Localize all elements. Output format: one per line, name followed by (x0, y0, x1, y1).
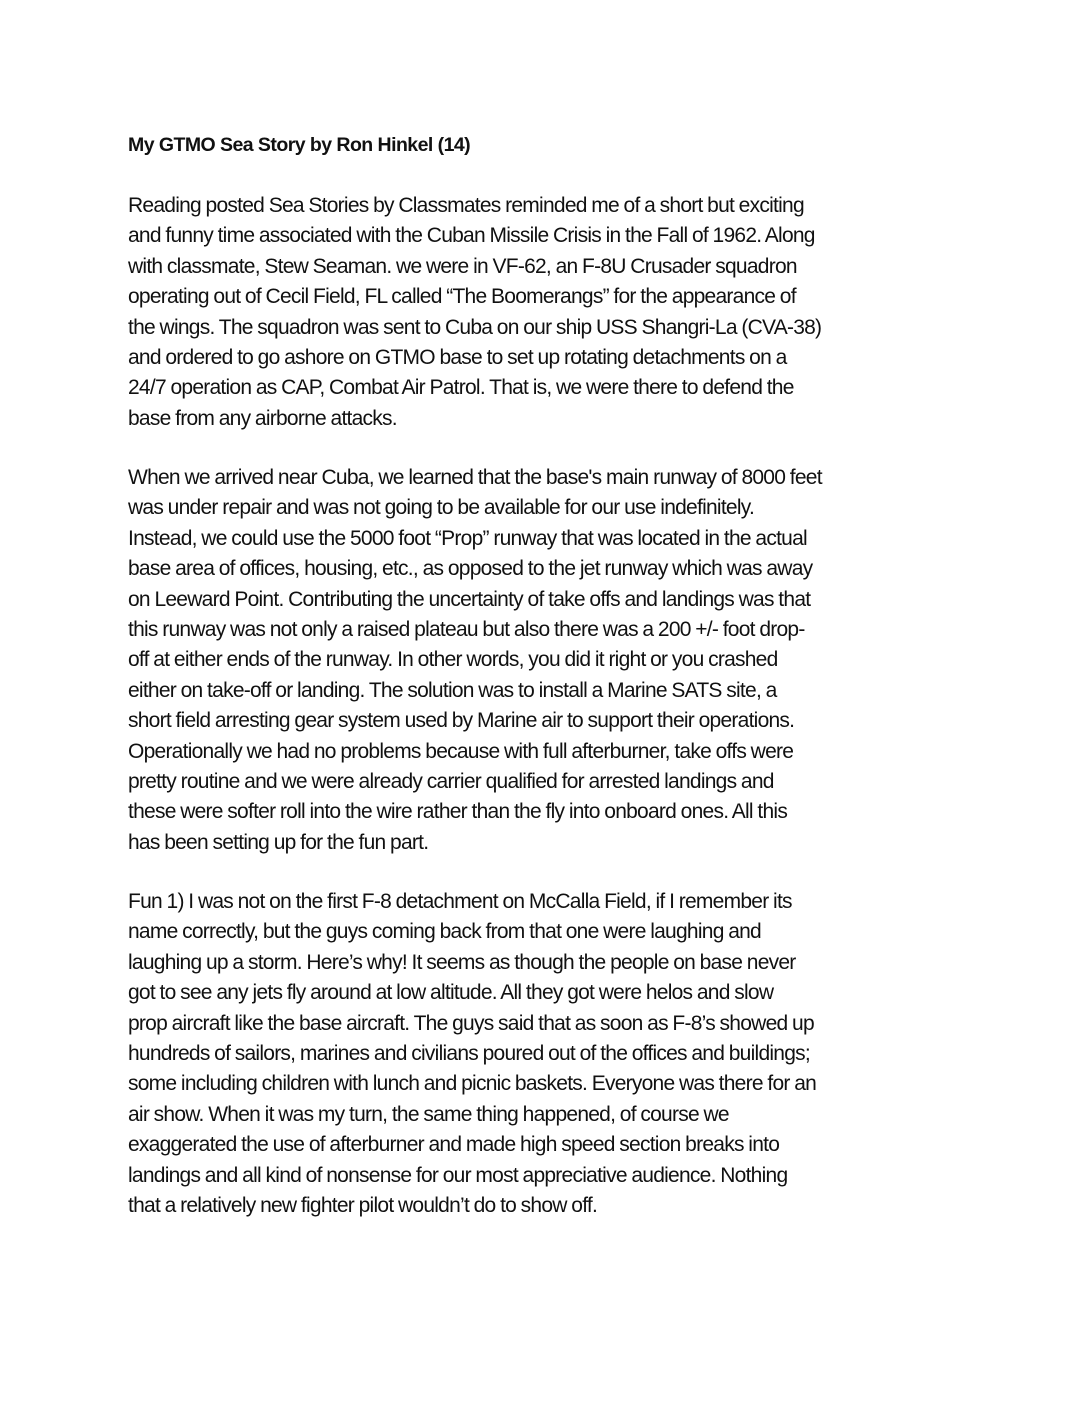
paragraph-runway (128, 463, 822, 858)
text-line: that a relatively new fighter pilot wouldn’t do to show off. (128, 1194, 598, 1218)
text-line: pretty routine and we were already carrier qualified for arrested landings and (128, 770, 774, 794)
text-line: these were softer roll into the wire rather than the fly into onboard ones. All this (128, 800, 788, 824)
text-line: was under repair and was not going to be available for our use indefinitely. (128, 496, 755, 520)
text-line: Instead, we could use the 5000 foot “Prop” runway that was located in the actual (128, 526, 807, 550)
text-line: laughing up a storm. Here’s why! It seems as though the people on base never (128, 950, 796, 974)
text-line: this runway was not only a raised plateau but also there was a 200 +/- foot drop- (128, 618, 805, 642)
text-line: air show. When it was my turn, the same thing happened, of course we (128, 1102, 729, 1126)
text-line: name correctly, but the guys coming back from that one were laughing and (128, 920, 761, 944)
text-line: on Leeward Point. Contributing the uncertainty of take offs and landings was that (128, 587, 811, 611)
text-line: either on take-off or landing. The solution was to install a Marine SATS site, a (128, 678, 777, 702)
text-line: When we arrived near Cuba, we learned that the base's main runway of 8000 feet (128, 466, 822, 489)
paragraph-fun-1 (128, 887, 816, 1221)
text-line: some including children with lunch and picnic baskets. Everyone was there for an (128, 1072, 817, 1096)
text-line: Operationally we had no problems because with full afterburner, take offs were (128, 739, 794, 763)
text-line: Fun 1) I was not on the first F-8 detachment on McCalla Field, if I remember its (128, 890, 792, 913)
text-line: and funny time associated with the Cuban Missile Crisis in the Fall of 1962. Along (128, 224, 815, 248)
text-line: hundreds of sailors, marines and civilians poured out of the offices and buildings; (128, 1042, 810, 1066)
text-line: base from any airborne attacks. (128, 406, 397, 430)
text-line: the wings. The squadron was sent to Cuba on our ship USS Shangri-La (CVA-38) (128, 315, 822, 339)
text-line: prop aircraft like the base aircraft. The guys said that as soon as F-8’s showed up (128, 1011, 814, 1035)
text-line: short field arresting gear system used by Marine air to support their operations. (128, 709, 795, 733)
text-line: and ordered to go ashore on GTMO base to set up rotating detachments on a (128, 346, 787, 370)
document-title: My GTMO Sea Story by Ron Hinkel (14) (128, 134, 471, 156)
text-line: Reading posted Sea Stories by Classmates reminded me of a short but exciting (128, 194, 804, 217)
text-line: with classmate, Stew Seaman. we were in VF-62, an F-8U Crusader squadron (128, 254, 797, 278)
text-line: has been setting up for the fun part. (128, 830, 429, 854)
text-line: base area of offices, housing, etc., as opposed to the jet runway which was away (128, 557, 813, 581)
text-line: exaggerated the use of afterburner and made high speed section breaks into (128, 1133, 780, 1157)
text-line: landings and all kind of nonsense for our most appreciative audience. Nothing (128, 1163, 788, 1187)
text-line: got to see any jets fly around at low altitude. All they got were helos and slow (128, 981, 774, 1005)
text-line: operating out of Cecil Field, FL called “The Boomerangs” for the appearance of (128, 285, 796, 309)
paragraph-intro (128, 191, 821, 434)
text-line: 24/7 operation as CAP, Combat Air Patrol. That is, we were there to defend the (128, 376, 794, 400)
text-line: off at either ends of the runway. In other words, you did it right or you crashed (128, 648, 778, 672)
